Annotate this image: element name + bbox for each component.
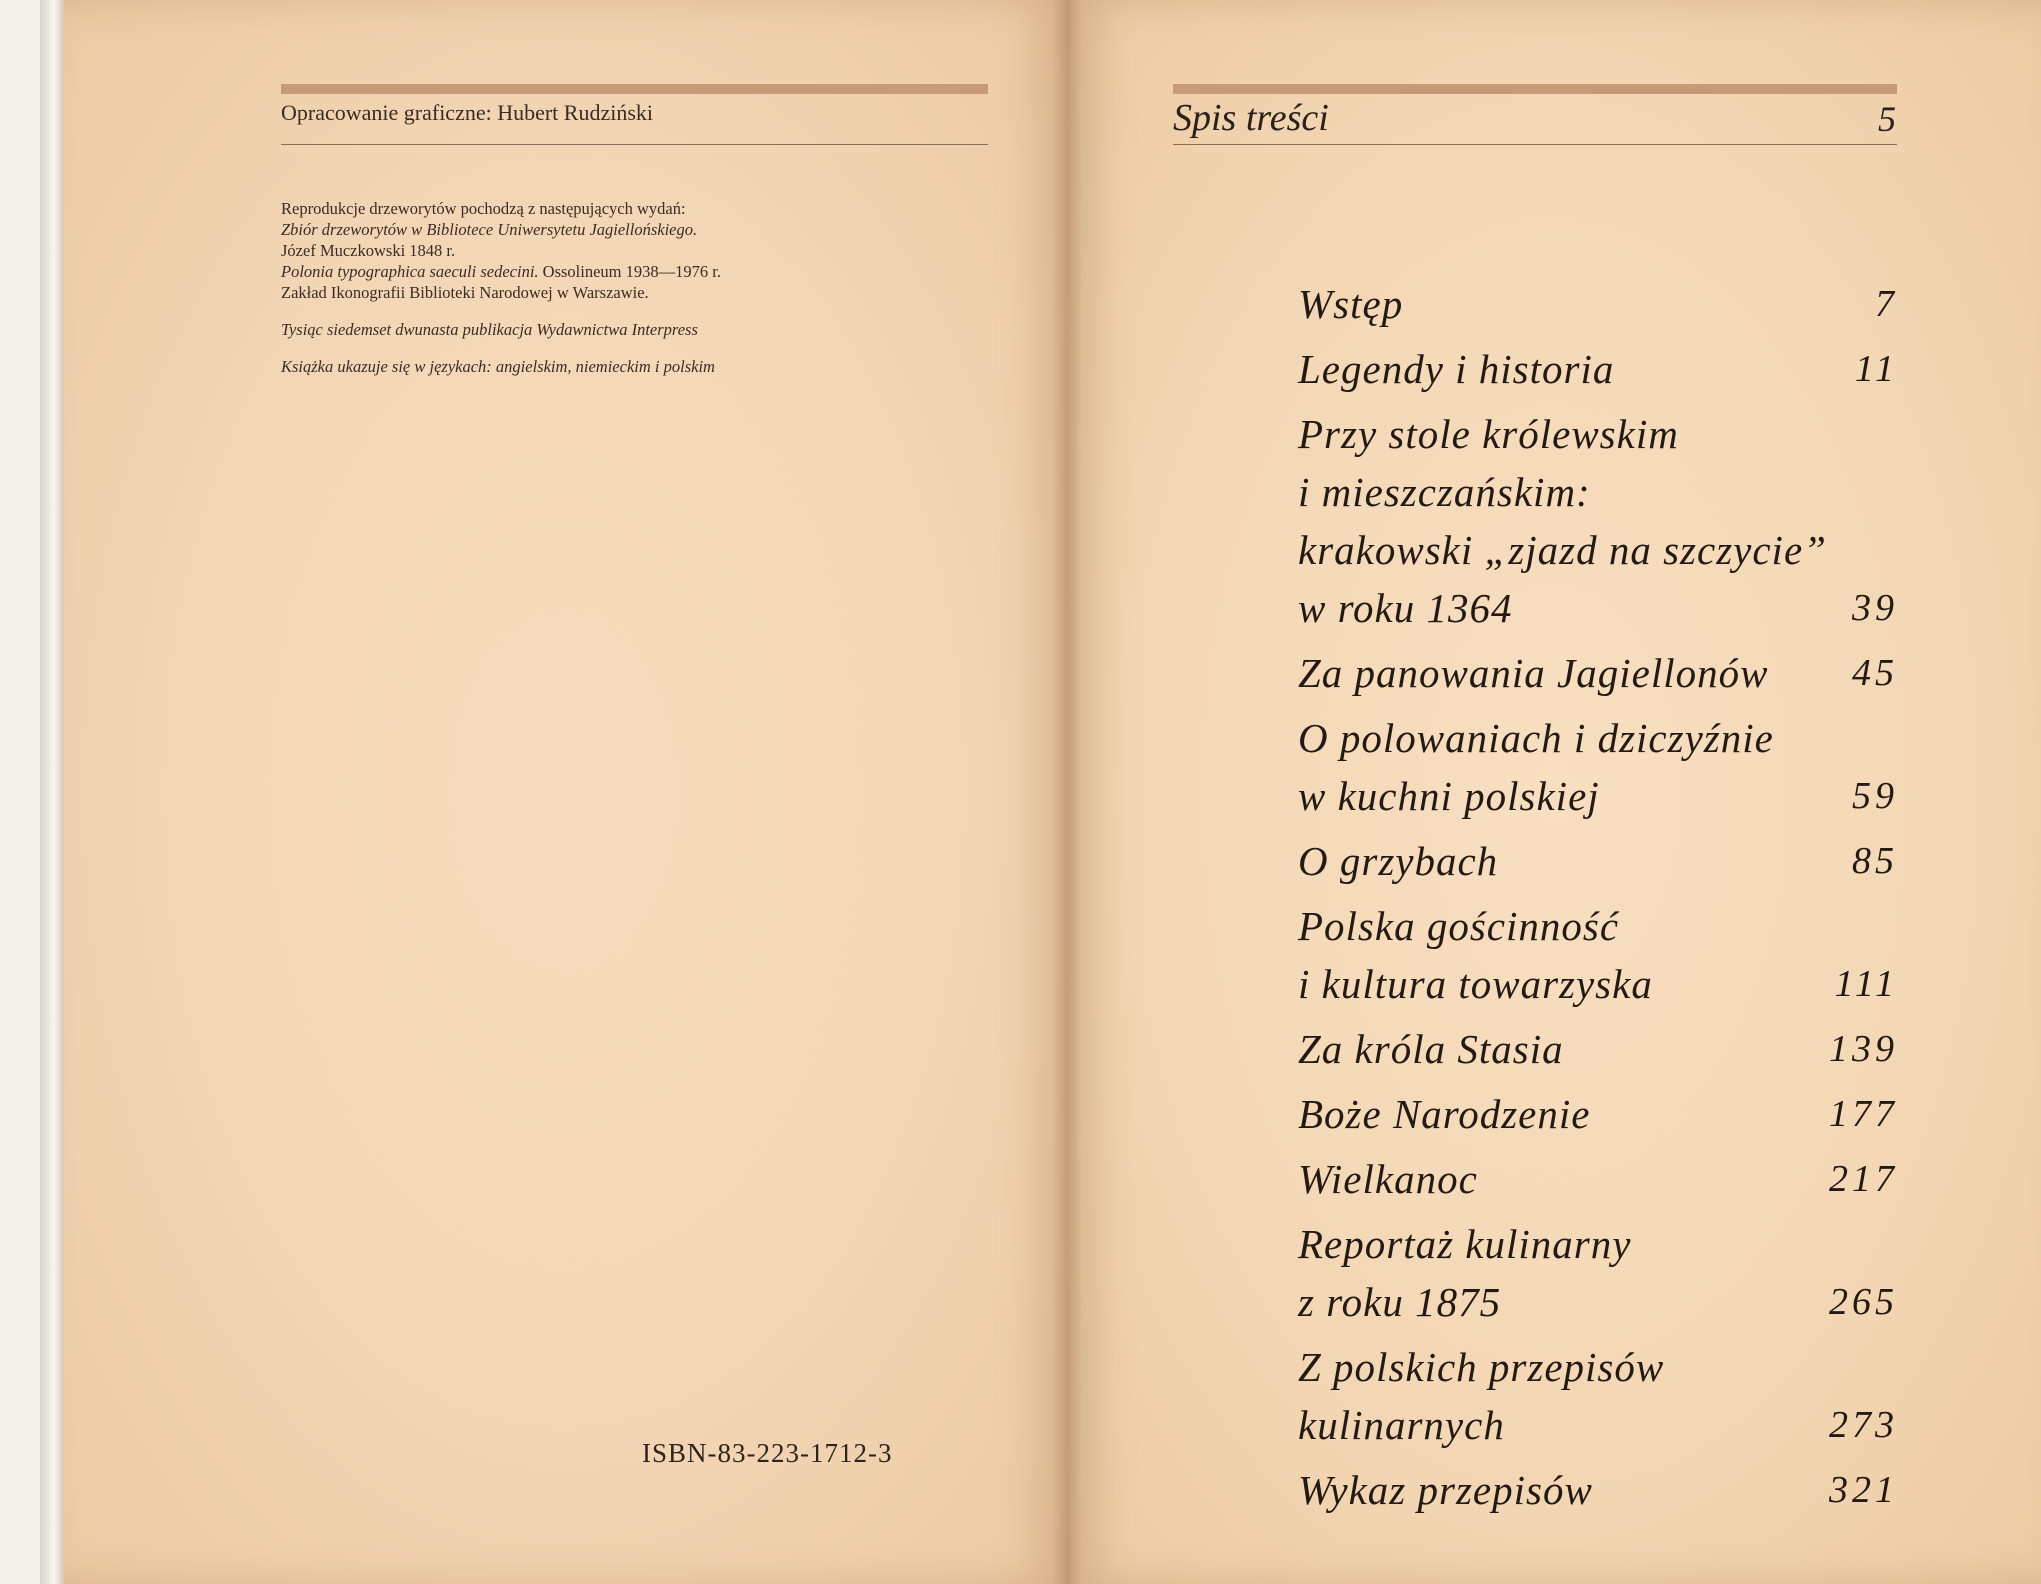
publication-note: Tysiąc siedemset dwunasta publikacja Wydawnictwa Interpress	[281, 320, 698, 339]
toc-entry	[1298, 644, 1898, 702]
toc-entry	[1298, 1150, 1898, 1208]
credits-line: Zakład Ikonografii Biblioteki Narodowej w Warszawie.	[281, 283, 649, 302]
reproduction-credits	[281, 198, 841, 377]
toc-entry-title: Wielkanoc	[1298, 1156, 1478, 1202]
toc-entry	[1298, 832, 1898, 890]
toc-entry-page: 59	[1852, 775, 1898, 817]
toc-entry-title: Reportaż kulinarny	[1298, 1221, 1632, 1267]
toc-entry-page: 217	[1829, 1158, 1898, 1200]
toc-entry-title: Za króla Stasia	[1298, 1026, 1564, 1072]
toc-entry	[1298, 1338, 1898, 1454]
toc-entry	[1298, 1461, 1898, 1519]
credits-line	[281, 261, 841, 282]
left-header-underline	[281, 144, 988, 145]
toc-entry	[1298, 405, 1898, 637]
design-credit: Opracowanie graficzne: Hubert Rudziński	[281, 100, 654, 125]
toc-entry-page: 111	[1834, 963, 1898, 1005]
toc-entry-title: Za panowania Jagiellonów	[1298, 650, 1769, 696]
toc-entry-title: O polowaniach i dziczyźnie	[1298, 715, 1774, 761]
toc-entry-page: 11	[1854, 348, 1898, 390]
toc-entry-page: 7	[1875, 283, 1898, 325]
table-of-contents	[1298, 275, 1898, 1526]
toc-entry	[1298, 275, 1898, 333]
credits-line: Reprodukcje drzeworytów pochodzą z następujących wydań:	[281, 199, 686, 218]
toc-entry-page: 85	[1852, 840, 1898, 882]
right-header-rule	[1173, 84, 1897, 94]
toc-entry-page: 45	[1852, 652, 1898, 694]
toc-entry-page: 265	[1829, 1281, 1898, 1323]
toc-entry-title: Wykaz przepisów	[1298, 1467, 1593, 1513]
toc-entry	[1298, 709, 1898, 825]
toc-entry	[1298, 1215, 1898, 1331]
toc-entry-page: 139	[1829, 1028, 1898, 1070]
toc-entry	[1298, 897, 1898, 1013]
page-title: Spis treści	[1173, 97, 1329, 139]
toc-entry-title: Boże Narodzenie	[1298, 1091, 1591, 1137]
toc-entry-title: krakowski „zjazd na szczycie”	[1298, 527, 1827, 573]
toc-entry-title: Przy stole królewskim	[1298, 411, 1679, 457]
toc-entry-title: i kultura towarzyska	[1298, 961, 1653, 1007]
toc-entry-title: Wstęp	[1298, 281, 1404, 327]
toc-entry	[1298, 1085, 1898, 1143]
toc-entry-title: O grzybach	[1298, 838, 1499, 884]
toc-entry	[1298, 340, 1898, 398]
right-header-underline	[1173, 144, 1897, 145]
toc-entry-title: Z polskich przepisów	[1298, 1344, 1665, 1390]
toc-entry-page: 177	[1829, 1093, 1898, 1135]
toc-entry-title: w roku 1364	[1298, 585, 1513, 631]
toc-entry-page: 321	[1829, 1469, 1898, 1511]
toc-entry-page: 39	[1852, 587, 1898, 629]
languages-note: Książka ukazuje się w językach: angielskim, niemieckim i polskim	[281, 357, 715, 376]
credits-line-title: Polonia typographica saeculi sedecini.	[281, 262, 539, 281]
credits-line: Zbiór drzeworytów w Bibliotece Uniwersytetu Jagiellońskiego.	[281, 220, 698, 239]
left-header-rule	[281, 84, 988, 94]
credits-line: Józef Muczkowski 1848 r.	[281, 241, 456, 260]
page-number: 5	[1878, 99, 1896, 139]
toc-entry-page: 273	[1829, 1404, 1898, 1446]
credits-line-publisher: Ossolineum 1938—1976 r.	[538, 262, 721, 281]
toc-entry-title: w kuchni polskiej	[1298, 773, 1600, 819]
toc-entry-title: Legendy i historia	[1298, 346, 1615, 392]
toc-entry-title: Polska gościnność	[1298, 903, 1620, 949]
book-gutter	[1052, 0, 1082, 1584]
toc-entry-title: z roku 1875	[1298, 1279, 1502, 1325]
toc-entry-title: kulinarnych	[1298, 1402, 1505, 1448]
isbn: ISBN-83-223-1712-3	[642, 1438, 893, 1468]
toc-entry-title: i mieszczańskim:	[1298, 469, 1591, 515]
toc-entry	[1298, 1020, 1898, 1078]
